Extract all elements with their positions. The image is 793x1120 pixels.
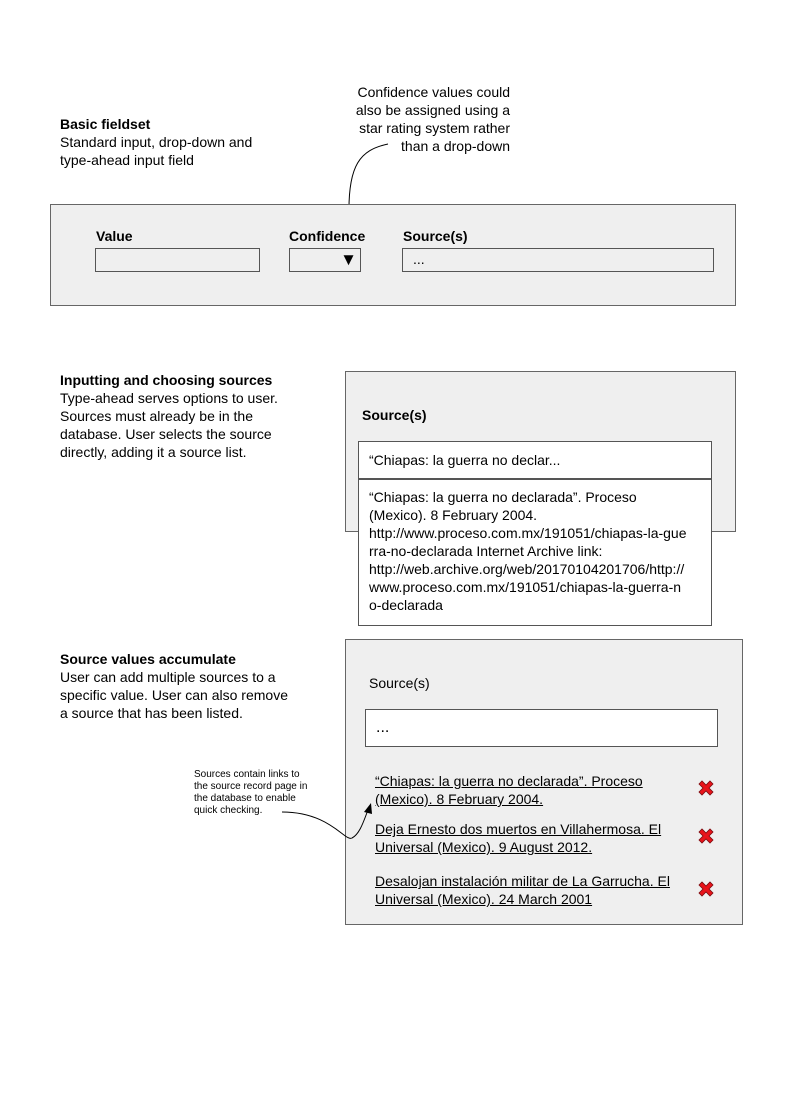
- typeahead-sources-label: Source(s): [362, 407, 427, 423]
- accumulated-sources-input[interactable]: ...: [365, 709, 718, 747]
- sources-label: Source(s): [403, 228, 468, 244]
- source-link-3[interactable]: Desalojan instalación militar de La Garrucha. El Universal (Mexico). 24 March 2001: [375, 873, 670, 907]
- inputting-sources-description: Type-ahead serves options to user. Sources must already be in the database. User selects the source directly, adding it a source list.: [60, 390, 278, 460]
- basic-fieldset-heading: Basic fieldset: [60, 116, 151, 132]
- basic-fieldset-description: Standard input, drop-down and type-ahead input field: [60, 134, 253, 168]
- typeahead-suggestion[interactable]: “Chiapas: la guerra no declarada”. Proceso (Mexico). 8 February 2004. http://www.proceso.com.mx/191051/chiapas-la-gue rra-no-declarada Internet Archive link: http://web.archive.org/web/20170104201706/http:// www.proceso.com.mx/191051/chiapas-la-guerra-n o-declarada: [358, 479, 712, 626]
- inputting-sources-heading: Inputting and choosing sources: [60, 372, 273, 388]
- confidence-annotation: Confidence values could also be assigned using a star rating system rather than a drop-down: [355, 84, 510, 154]
- sources-link-annotation: Sources contain links to the source record page in the database to enable quick checking.: [194, 769, 308, 816]
- accumulated-sources-label: Source(s): [369, 675, 430, 691]
- sources-typeahead-input[interactable]: ...: [402, 248, 714, 272]
- chevron-down-icon: ▼: [340, 250, 357, 269]
- typeahead-input[interactable]: “Chiapas: la guerra no declar...: [358, 441, 712, 479]
- source-link-1[interactable]: “Chiapas: la guerra no declarada”. Proceso (Mexico). 8 February 2004.: [375, 773, 643, 807]
- accumulate-description: User can add multiple sources to a specific value. User can also remove a source that has been listed.: [60, 669, 288, 721]
- source-link-2[interactable]: Deja Ernesto dos muertos en Villahermosa. El Universal (Mexico). 9 August 2012.: [375, 821, 662, 855]
- value-label: Value: [96, 228, 133, 244]
- accumulate-heading: Source values accumulate: [60, 651, 236, 667]
- confidence-label: Confidence: [289, 228, 366, 244]
